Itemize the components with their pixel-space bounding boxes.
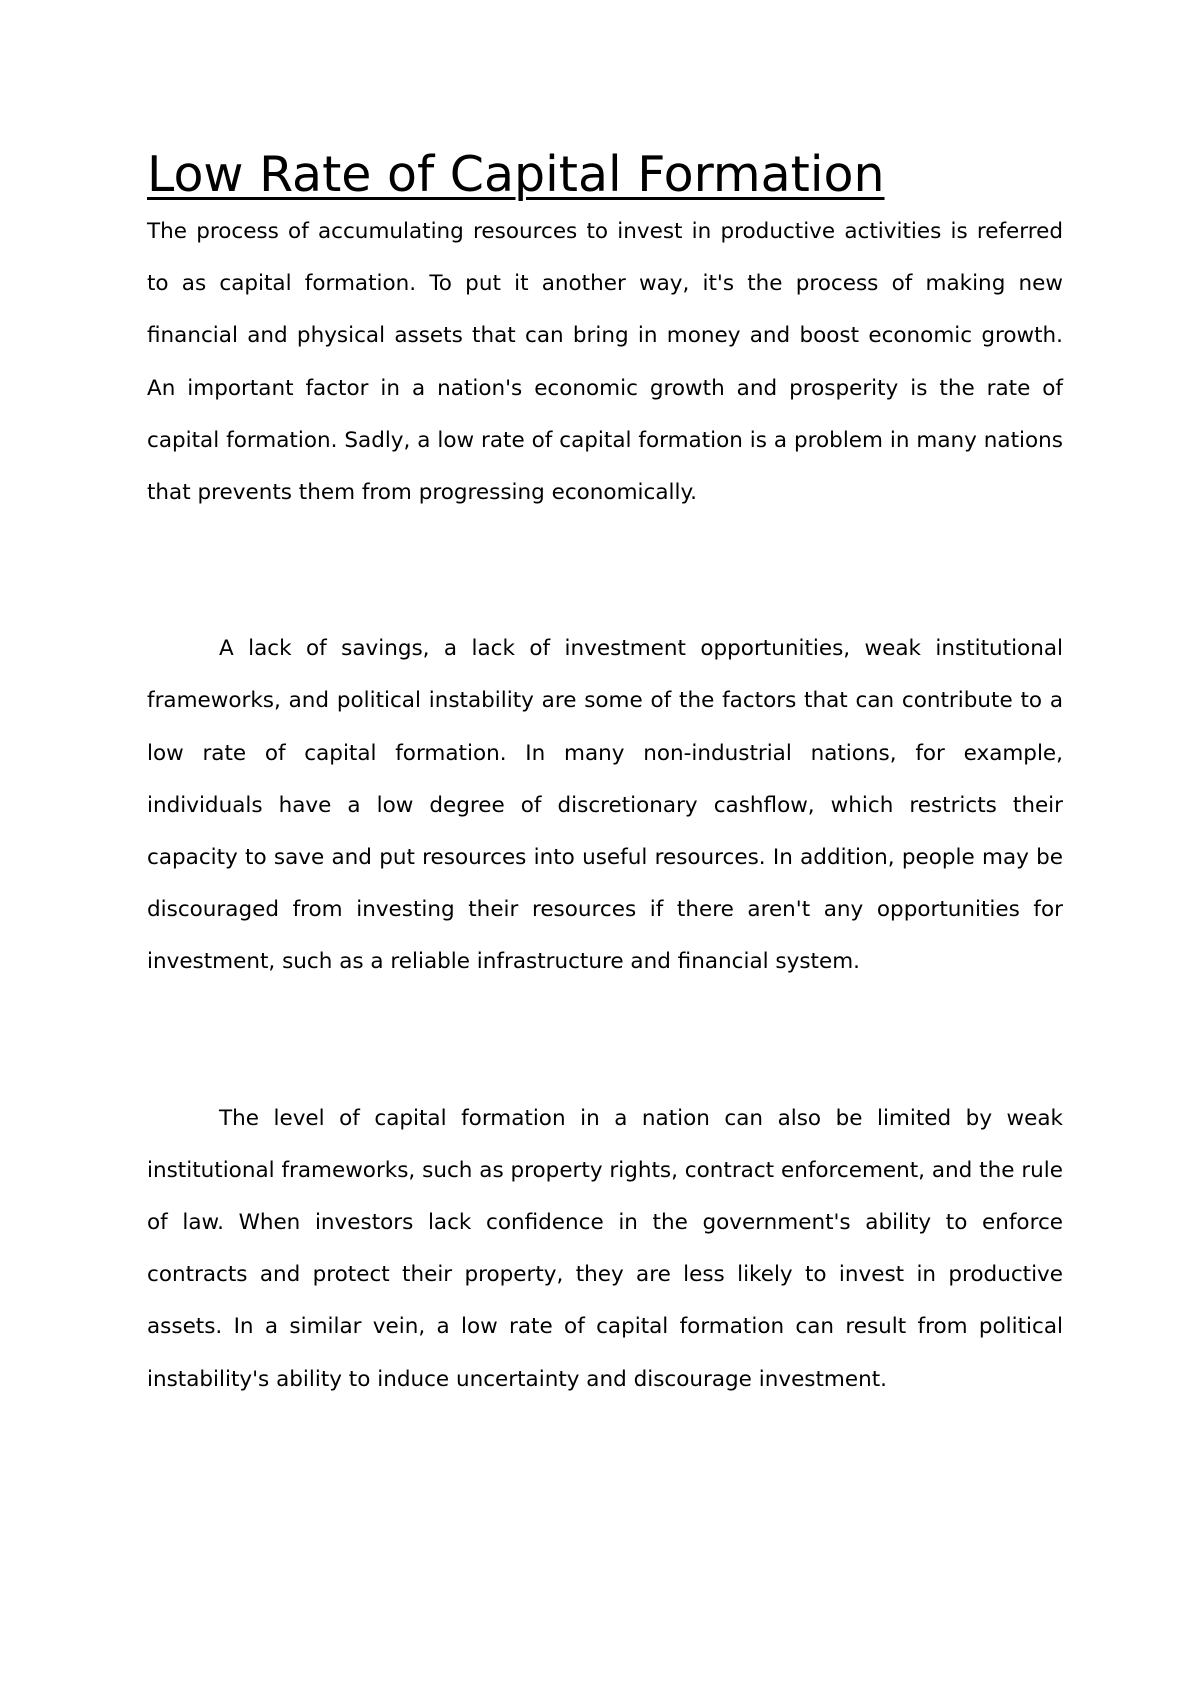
document-page xyxy=(147,142,1063,1406)
document-title: Low Rate of Capital Formation xyxy=(147,146,885,203)
paragraph-intro: The process of accumulating resources to invest in productive activities is referred to as capital formation. To put it another way, it's the process of making new financial and physical assets that can bring in money and boost economic growth. An important factor in a nation's economic growth and prosperity is the rate of capital formation. Sadly, a low rate of capital formation is a problem in many nations that prevents them from progressing economically. xyxy=(147,219,1063,506)
paragraph-factors: A lack of savings, a lack of investment opportunities, weak institutional frameworks, and political instability are some of the factors that can contribute to a low rate of capital formation. In many non-industrial nations, for example, individuals have a low degree of discretionary cashflow, which restricts their capacity to save and put resources into useful resources. In addition, people may be discouraged from investing their resources if there aren't any opportunities for investment, such as a reliable infrastructure and financial system. xyxy=(147,636,1063,975)
paragraph-institutions: The level of capital formation in a nation can also be limited by weak institutional frameworks, such as property rights, contract enforcement, and the rule of law. When investors lack confidence in the government's ability to enforce contracts and protect their property, they are less likely to invest in productive assets. In a similar vein, a low rate of capital formation can result from political instability's ability to induce uncertainty and discourage investment. xyxy=(147,1105,1063,1392)
